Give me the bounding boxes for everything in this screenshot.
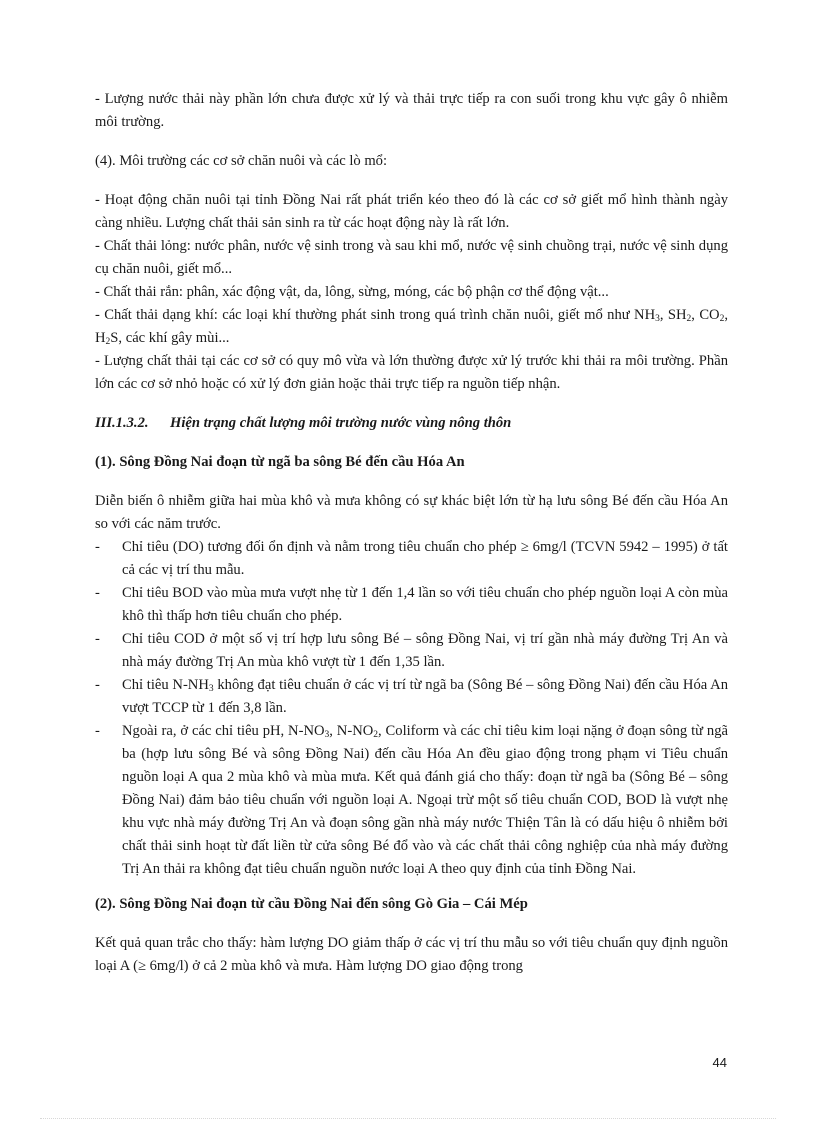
subsection-1-title: (1). Sông Đồng Nai đoạn từ ngã ba sông Bé đến cầu Hóa An xyxy=(95,454,465,470)
paragraph-livestock-activity: - Hoạt động chăn nuôi tại tỉnh Đồng Nai rất phát triển kéo theo đó là các cơ sở giết mổ hình thành ngày càng nhiều. Lượng chất thải sản sinh ra từ các hoạt động này là rất lớn. xyxy=(95,192,728,231)
section-heading xyxy=(95,412,728,435)
document-body xyxy=(95,88,728,978)
list-item: - Chỉ tiêu $N-NH_3$ không đạt tiêu chuẩn ở các vị trí từ ngã ba (Sông Bé – sông Đồng Nai) đến cầu Hóa An vượt TCCP từ 1 đến 3,8 lần. xyxy=(95,677,728,716)
paragraph-wastewater-note: - Lượng nước thải này phần lớn chưa được xử lý và thải trực tiếp ra con suối trong khu vực gây ô nhiễm môi trường. xyxy=(95,91,728,130)
page-number: 44 xyxy=(712,1055,727,1070)
paragraph-waste-treatment: - Lượng chất thải tại các cơ sở có quy mô vừa và lớn thường được xử lý trước khi thải ra môi trường. Phần lớn các cơ sở nhỏ hoặc có xử lý đơn giản hoặc thải trực tiếp ra nguồn tiếp nhận. xyxy=(95,353,728,392)
subsection-1-intro: Diễn biến ô nhiễm giữa hai mùa khô và mưa không có sự khác biệt lớn từ hạ lưu sông Bé đến cầu Hóa An so với các năm trước. xyxy=(95,493,728,532)
paragraph-liquid-waste: - Chất thải lỏng: nước phân, nước vệ sinh trong và sau khi mổ, nước vệ sinh chuồng trại, nước vệ sinh dụng cụ chăn nuôi, giết mổ... xyxy=(95,238,728,277)
subsection-2-title: (2). Sông Đồng Nai đoạn từ cầu Đồng Nai đến sông Gò Gia – Cái Mép xyxy=(95,896,528,912)
paragraph-gas-waste: - Chất thải dạng khí: các loại khí thường phát sinh trong quá trình chăn nuôi, giết mổ như $NH_3$, $SH_2$, $CO_2$, $H_2S$, các khí gây mùi... xyxy=(95,307,728,347)
list-item: - Chỉ tiêu BOD vào mùa mưa vượt nhẹ từ 1 đến 1,4 lần so với tiêu chuẩn cho phép nguồn loại A còn mùa khô thì thấp hơn tiêu chuẩn cho phép. xyxy=(95,585,728,624)
subsection-1-list xyxy=(95,536,728,881)
list-item: - Chỉ tiêu COD ở một số vị trí hợp lưu sông Bé – sông Đồng Nai, vị trí gần nhà máy đường Trị An và nhà máy đường Trị An mùa khô vượt từ 1 đến 1,35 lần. xyxy=(95,631,728,670)
section-title: Hiện trạng chất lượng môi trường nước vùng nông thôn xyxy=(170,415,512,431)
subsection-2-intro: Kết quả quan trắc cho thấy: hàm lượng DO giảm thấp ở các vị trí thu mẫu so với tiêu chuẩn quy định nguồn loại A (≥ 6mg/l) ở cả 2 mùa khô và mưa. Hàm lượng DO giao động trong xyxy=(95,935,728,974)
list-item: - Chỉ tiêu (DO) tương đối ổn định và nằm trong tiêu chuẩn cho phép ≥ 6mg/l (TCVN 5942 – 1995) ở tất cả các vị trí thu mẫu. xyxy=(95,539,728,578)
section-number: III.1.3.2. xyxy=(95,415,149,431)
list-item: - Ngoài ra, ở các chỉ tiêu pH, $N-NO_3$, $N-NO_2$, Coliform và các chỉ tiêu kim loại nặng ở đoạn sông từ ngã ba (hợp lưu sông Bé và sông Đồng Nai) đến cầu Hóa An đều giao động trong phạm vi Tiêu chuẩn nguồn loại A qua 2 mùa khô và mùa mưa. Kết quả đánh giá cho thấy: đoạn từ ngã ba (Sông Bé – sông Đồng Nai) đảm bảo tiêu chuẩn với nguồn loại A. Ngoại trừ một số tiêu chuẩn COD, BOD là vượt nhẹ khu vực nhà máy đường Trị An và đoạn sông gần nhà máy nước Thiện Tân là có dấu hiệu ô nhiễm bởi chất thải sinh hoạt từ đất liền từ cửa sông Bé đổ vào và các chất thải công nghiệp của nhà máy đường Trị An thải ra không đạt tiêu chuẩn nguồn nước loại A theo quy định của tỉnh Đồng Nai. xyxy=(95,723,728,877)
paragraph-livestock-heading: (4). Môi trường các cơ sở chăn nuôi và các lò mổ: xyxy=(95,153,388,169)
footer-divider xyxy=(40,1118,776,1119)
paragraph-solid-waste: - Chất thải rắn: phân, xác động vật, da, lông, sừng, móng, các bộ phận cơ thể động vật... xyxy=(95,284,609,300)
